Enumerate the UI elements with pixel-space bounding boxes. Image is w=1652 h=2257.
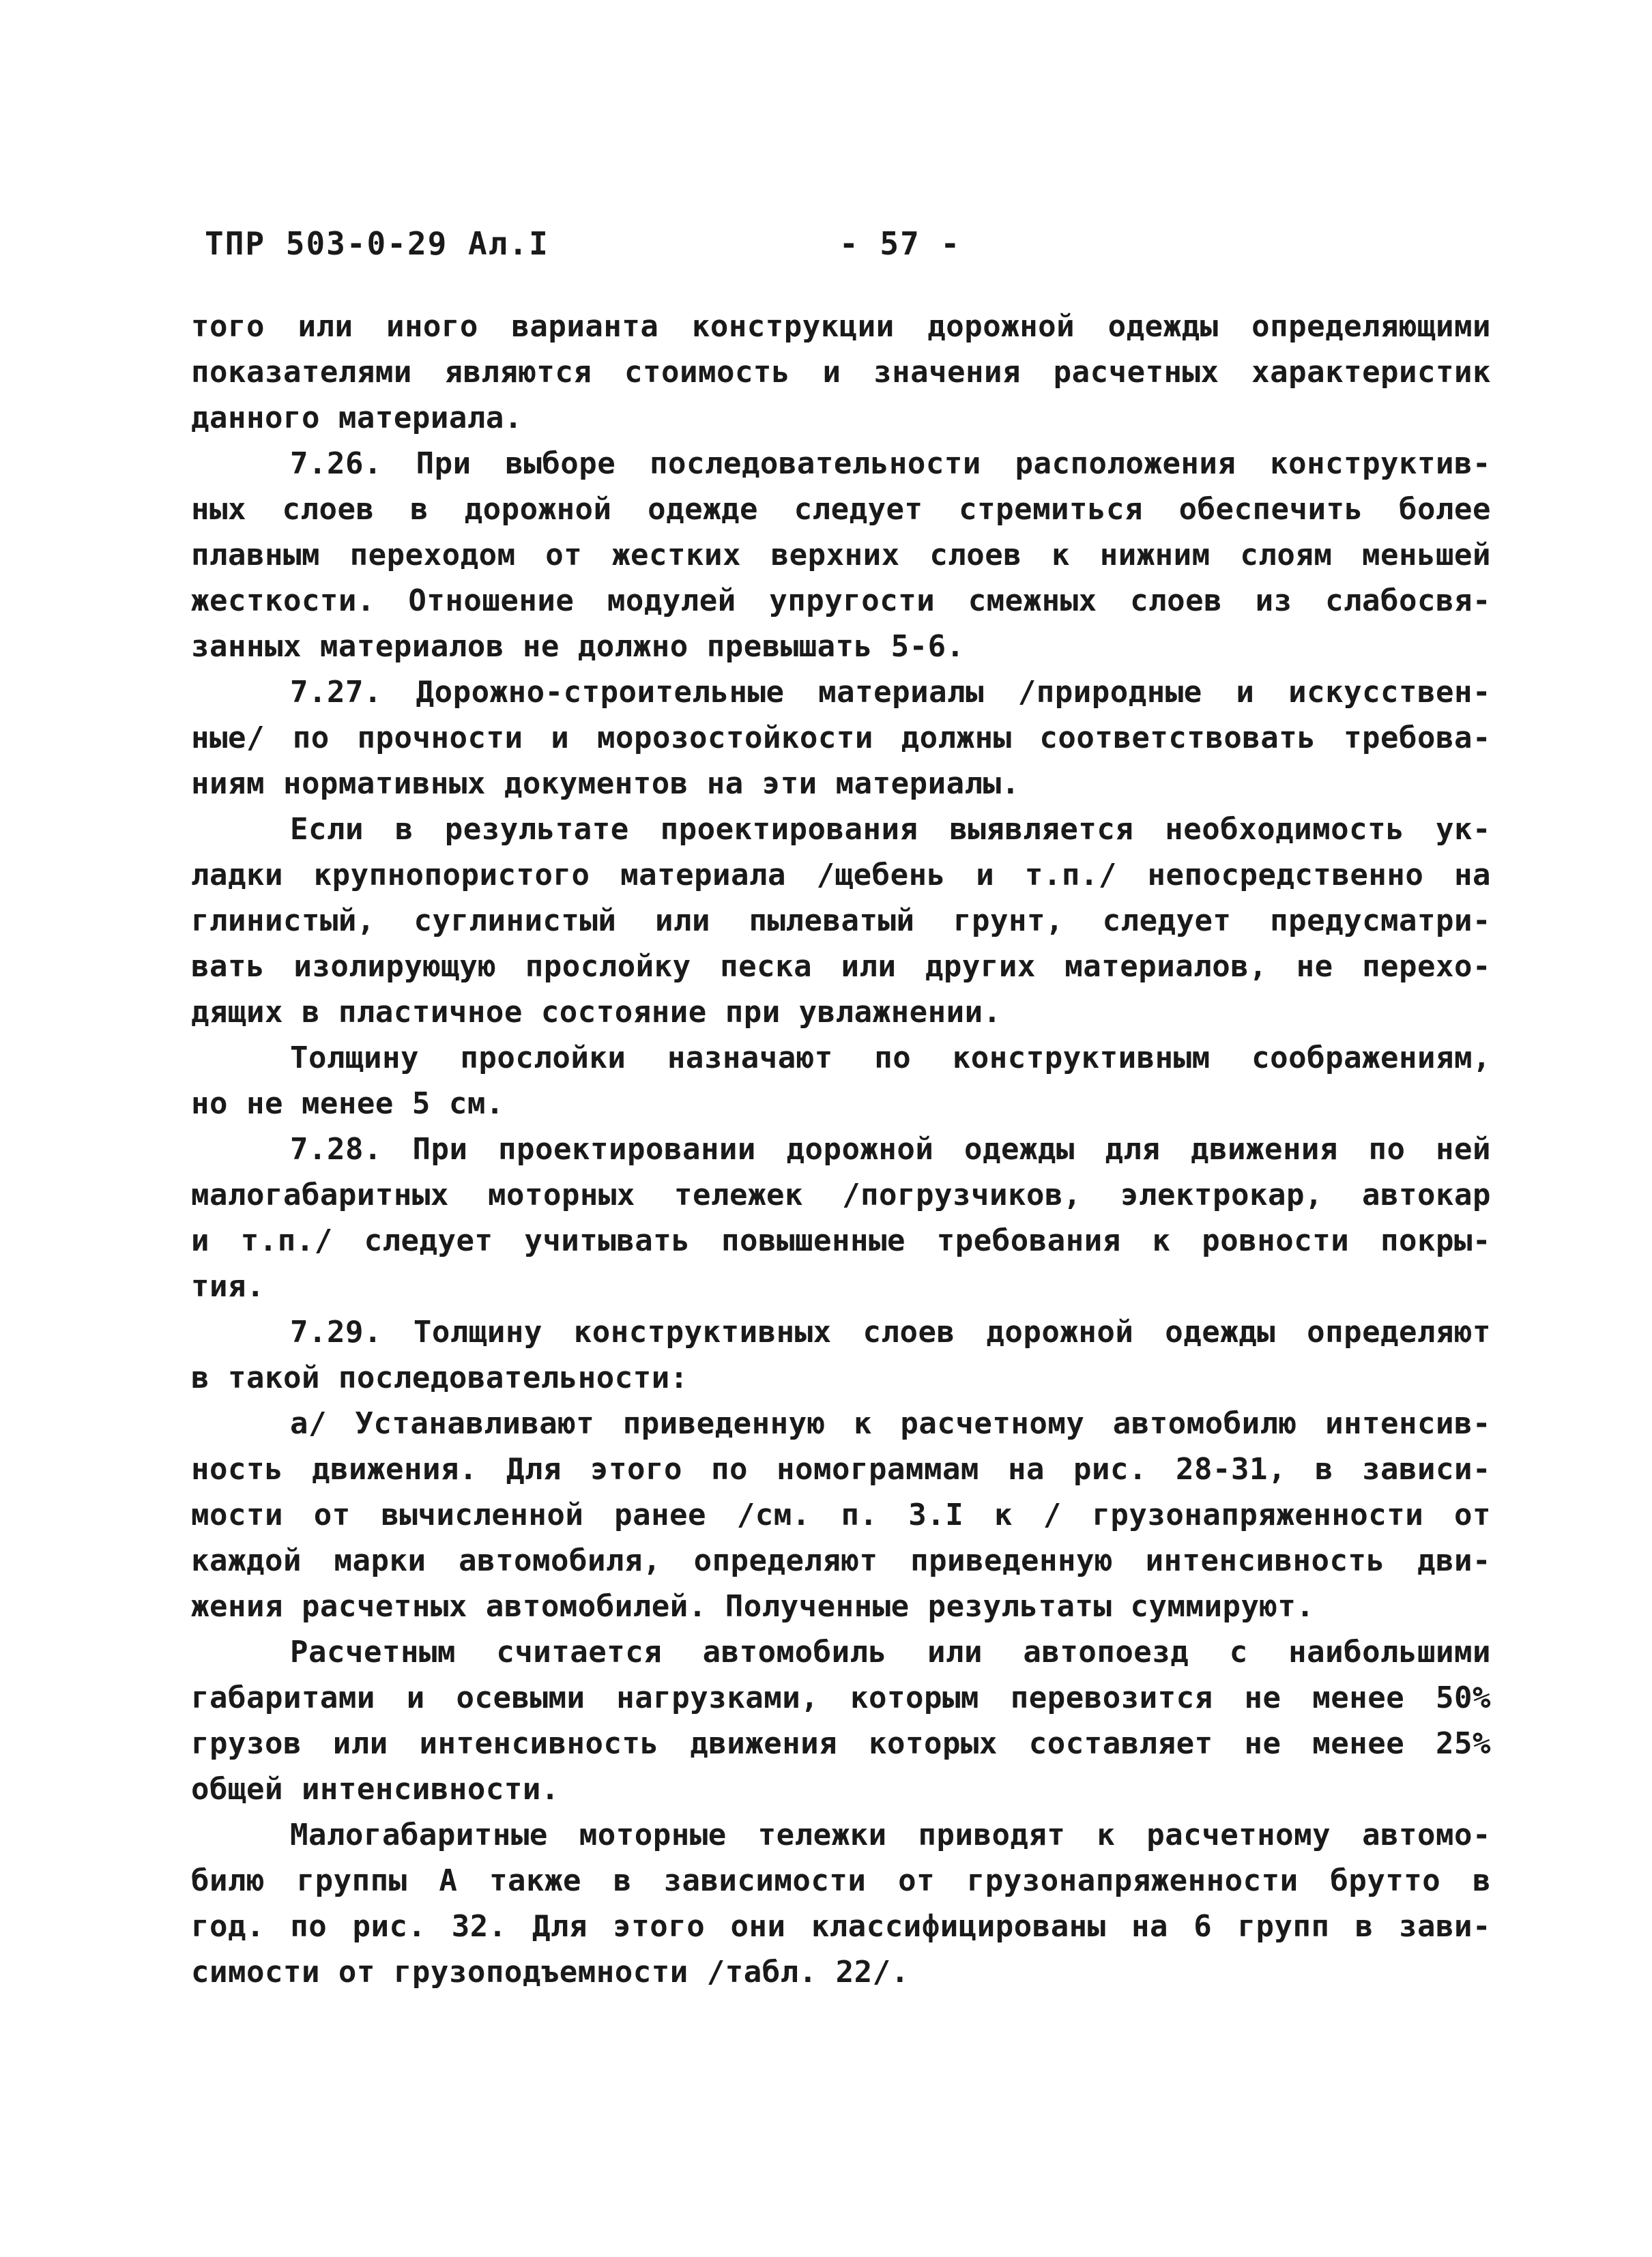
- text-line: Расчетным считается автомобиль или автопоезд с наибольшими: [290, 1635, 1491, 1670]
- text-line: мости от вычисленной ранее /см. п. 3.I к / грузонапряженности от: [191, 1498, 1491, 1532]
- text-line: жесткости. Отношение модулей упругости смежных слоев из слабосвя-: [191, 583, 1491, 618]
- text-line: показателями являются стоимость и значения расчетных характеристик: [191, 355, 1491, 390]
- text-line: ных слоев в дорожной одежде следует стремиться обеспечить более: [191, 492, 1491, 527]
- text-line: в такой последовательности:: [191, 1360, 689, 1395]
- text-line: данного материала.: [191, 401, 523, 435]
- text-line: ниям нормативных документов на эти материалы.: [191, 766, 1020, 801]
- text-line: того или иного варианта конструкции дорожной одежды определяющими: [191, 309, 1491, 344]
- text-line: 7.29. Толщину конструктивных слоев дорожной одежды определяют: [290, 1315, 1491, 1350]
- text-line: ные/ по прочности и морозостойкости должны соответствовать требова-: [191, 720, 1491, 755]
- text-line: Малогабаритные моторные тележки приводят к расчетному автомо-: [290, 1818, 1491, 1852]
- text-line: но не менее 5 см.: [191, 1086, 504, 1121]
- text-line: билю группы А также в зависимости от грузонапряженности брутто в: [191, 1863, 1491, 1898]
- text-line: Если в результате проектирования выявляется необходимость ук-: [290, 812, 1491, 847]
- text-line: Толщину прослойки назначают по конструктивным соображениям,: [290, 1040, 1491, 1075]
- text-line: дящих в пластичное состояние при увлажнении.: [191, 995, 1002, 1030]
- text-line: занных материалов не должно превышать 5-6.: [191, 629, 965, 664]
- text-line: и т.п./ следует учитывать повышенные требования к ровности покры-: [191, 1223, 1491, 1258]
- page-number: - 57 -: [839, 225, 961, 262]
- text-line: симости от грузоподъемности /табл. 22/.: [191, 1955, 910, 1990]
- text-line: 7.28. При проектировании дорожной одежды для движения по ней: [290, 1132, 1491, 1167]
- text-line: малогабаритных моторных тележек /погрузчиков, электрокар, автокар: [191, 1178, 1491, 1212]
- text-line: плавным переходом от жестких верхних слоев к нижним слоям меньшей: [191, 538, 1491, 572]
- text-line: грузов или интенсивность движения которых составляет не менее 25%: [191, 1726, 1491, 1761]
- text-line: жения расчетных автомобилей. Полученные результаты суммируют.: [191, 1589, 1315, 1624]
- text-line: ность движения. Для этого по номограммам на рис. 28-31, в зависи-: [191, 1452, 1491, 1487]
- page-header: [205, 225, 1501, 280]
- text-line: год. по рис. 32. Для этого они классифицированы на 6 групп в зави-: [191, 1909, 1491, 1944]
- text-line: глинистый, суглинистый или пылеватый грунт, следует предусматри-: [191, 903, 1491, 938]
- text-line: а/ Устанавливают приведенную к расчетному автомобилю интенсив-: [290, 1406, 1491, 1441]
- text-line: тия.: [191, 1269, 265, 1304]
- text-line: каждой марки автомобиля, определяют приведенную интенсивность дви-: [191, 1543, 1491, 1578]
- text-line: вать изолирующую прослойку песка или других материалов, не перехо-: [191, 949, 1491, 984]
- text-line: 7.26. При выборе последовательности расположения конструктив-: [290, 446, 1491, 481]
- text-line: габаритами и осевыми нагрузками, которым перевозится не менее 50%: [191, 1680, 1491, 1715]
- document-code: ТПР 503-0-29 Ал.I: [205, 225, 549, 262]
- text-line: 7.27. Дорожно-строительные материалы /природные и искусствен-: [290, 675, 1491, 710]
- text-line: общей интенсивности.: [191, 1772, 560, 1807]
- text-line: ладки крупнопористого материала /щебень и т.п./ непосредственно на: [191, 858, 1491, 892]
- body-text: [191, 304, 1491, 1995]
